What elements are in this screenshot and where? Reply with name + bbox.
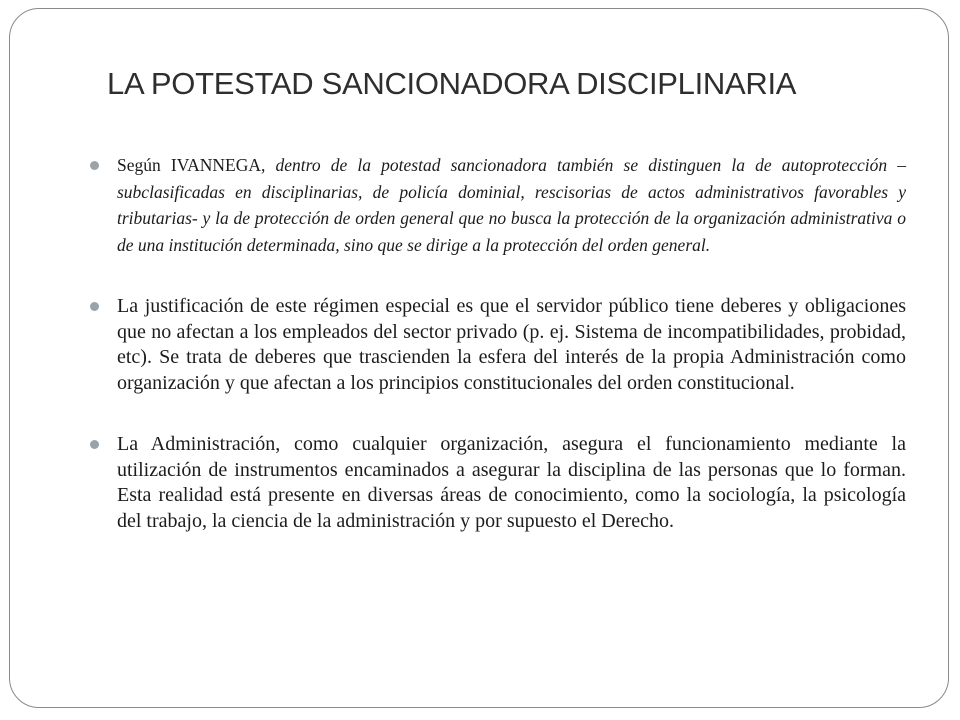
bullet-list bbox=[90, 152, 906, 534]
bullet-icon bbox=[90, 302, 99, 311]
bullet-text: La Administración, como cualquier organización, asegura el funcionamiento mediante la utilización de instrumentos encaminados a asegurar la disciplina de las personas que lo forman. Esta realidad está presente en diversas áreas de conocimiento, como la sociología, la psicología del trabajo, la ciencia de la administración y por supuesto el Derecho. bbox=[117, 433, 906, 532]
slide-title: LA POTESTAD SANCIONADORA DISCIPLINARIA bbox=[107, 66, 797, 101]
bullet-item bbox=[90, 294, 906, 396]
bullet-item bbox=[90, 152, 906, 258]
bullet-quote-text: dentro de la potestad sancionadora también se distinguen la de autoprotección –subclasificadas en disciplinarias, de policía dominial, rescisorias de actos administrativos favorables y tributarias- y la de protección de orden general que no busca la protección de la organización administrativa o de una institución determinada, sino que se dirige a la protección del orden general. bbox=[117, 155, 906, 255]
bullet-item bbox=[90, 432, 906, 534]
bullet-intro-text: Según IVANNEGA, bbox=[117, 155, 266, 175]
bullet-icon bbox=[90, 440, 99, 449]
bullet-text: La justificación de este régimen especial es que el servidor público tiene deberes y obligaciones que no afectan a los empleados del sector privado (p. ej. Sistema de incompatibilidades, probidad, etc). Se trata de deberes que trascienden la esfera del interés de la propia Administración como organización y que afectan a los principios constitucionales del orden constitucional. bbox=[117, 295, 906, 394]
bullet-icon bbox=[90, 161, 99, 170]
